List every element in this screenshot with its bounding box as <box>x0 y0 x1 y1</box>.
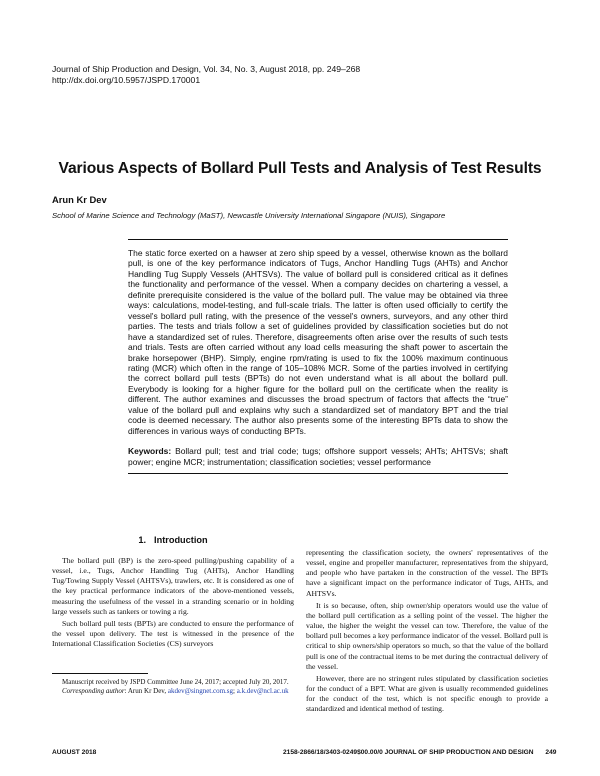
body-paragraph: However, there are no stringent rules stipulated by classification societies for the conduct of a BPT. What are given is usually recommended guidelines for the conduct of the test, which is not specific enough to provide a standardized and identical method of testing. <box>306 673 548 714</box>
body-paragraph: It is so because, often, ship owner/ship operators would use the value of the bollard pull certification as a selling point of the vessel. The higher the value, the higher the weight the vessel can tow. Therefore, the value of the bollard pull becomes a key performance indicator of the vessel. Bollard pull is critical to ship owners/ship operators so much, so that the value of the bollard pull is one of the contractual items to be met during the contractual delivery of the vessel. <box>306 600 548 671</box>
author-name: Arun Kr Dev <box>52 194 107 205</box>
corresponding-author-note <box>52 687 294 696</box>
keywords-text: Bollard pull; test and trial code; tugs; offshore support vessels; AHTs; AHTSVs; shaft power; engine MCR; instrumentation; classification societies; vessel performance <box>128 446 508 467</box>
paper-title: Various Aspects of Bollard Pull Tests and Analysis of Test Results <box>58 160 542 177</box>
page-number: 249 <box>545 749 557 756</box>
abstract-section <box>128 239 508 474</box>
journal-header <box>52 64 512 86</box>
footer-journal-name: JOURNAL OF SHIP PRODUCTION AND DESIGN <box>384 749 534 756</box>
right-column <box>306 548 548 715</box>
left-column <box>52 556 294 649</box>
body-paragraph: The bollard pull (BP) is the zero-speed pulling/pushing capability of a vessel, i.e., Tugs, Anchor Handling Tug (AHTs), Anchor Handling Tug/Towing Supply Vessel (AHTSVs), trawlers, etc. It is considered as one of the key practical performance indicators of the above-mentioned vessels, measuring the usefulness of the vessel in a stranding scenario or in holding large vessels such as tankers or towing a rig. <box>52 556 294 616</box>
body-paragraph: representing the classification society, the owners' representatives of the vessel, engine and propeller manufacturer, representatives from the shipyard, and people who have partaken in the construction of the vessel. The BPTs have a significant impact on the performance indicator of Tugs, AHTs, and AHTSVs. <box>306 548 548 598</box>
footer-right <box>283 749 556 756</box>
body-paragraph: Such bollard pull tests (BPTs) are conducted to ensure the performance of the vessel upon delivery. The test is witnessed in the presence of the International Classification Societies (CS) surveyors <box>52 618 294 649</box>
abstract-text: The static force exerted on a hawser at zero ship speed by a vessel, otherwise known as the bollard pull, is one of the key performance indicators of Tugs, Anchor Handling Tugs (AHTs) and Anchor Handling Tug Supply Vessels (AHTSVs). The value of bollard pull is considered critical as it defines the functionality and performance of the vessel. When a company decides on chartering a vessel, a definite prerequisite considered is the value of the bollard pull. The value may be obtained via three ways: calculations, model-testing, and full-scale trials. The latter is often used officially to certify the vessel's bollard pull rating, with the presence of the vessel's owners, surveyors, and any other third parties. The tests and trials follow a set of guidelines provided by classification societies but do not have a standardized set of rules. Therefore, disagreements often arise over the results of such tests and trials. Tests are often carried without any load cells measuring the shaft power to ascertain the brake horsepower (BHP). Simply, engine rpm/rating is used to fix the 100% maximum continuous rating (MCR) which often in the range of 105–108% MCR. Some of the parties involved in certifying the correct bollard pull tests (BPTs) do not even understand what is all about the bollard pull. Everybody is looking for a higher figure for the bollard pull on the certificate when the reality is different. The author examines and discusses the broad spectrum of factors that affects the “true” value of the bollard pull and explains why such a standardized set of mandatory BPT and the trial code is deemed necessary. The author also presents some of the interesting BPTs data to show the differences in various ways of conducting BPTs. <box>128 248 508 436</box>
keywords-label: Keywords: <box>128 446 172 457</box>
footer-codes: 2158-2866/18/3403-0249$00.00/0 <box>283 749 383 756</box>
footnotes <box>52 678 294 697</box>
section-heading-introduction <box>52 535 294 545</box>
section-number: 1. <box>138 535 147 545</box>
section-title: Introduction <box>154 535 208 545</box>
author-affiliation: School of Marine Science and Technology (MaST), Newcastle University International Singapore (NUIS), Singapore <box>52 211 446 220</box>
corresponding-name: : Arun Kr Dev, <box>124 687 168 696</box>
email-link-2[interactable]: a.k.dev@ncl.ac.uk <box>236 687 289 696</box>
email-separator: ; <box>233 687 237 696</box>
manuscript-received-note: Manuscript received by JSPD Committee June 24, 2017; accepted July 20, 2017. <box>62 678 289 686</box>
footnote-divider <box>52 673 148 674</box>
doi-link[interactable]: http://dx.doi.org/10.5957/JSPD.170001 <box>52 75 201 85</box>
footer-date: AUGUST 2018 <box>52 749 97 756</box>
corresponding-label: Corresponding author <box>62 687 125 696</box>
email-link-1[interactable]: akdev@singnet.com.sg <box>167 687 234 696</box>
keywords <box>128 446 508 467</box>
journal-citation: Journal of Ship Production and Design, Vol. 34, No. 3, August 2018, pp. 249–268 <box>52 64 361 74</box>
